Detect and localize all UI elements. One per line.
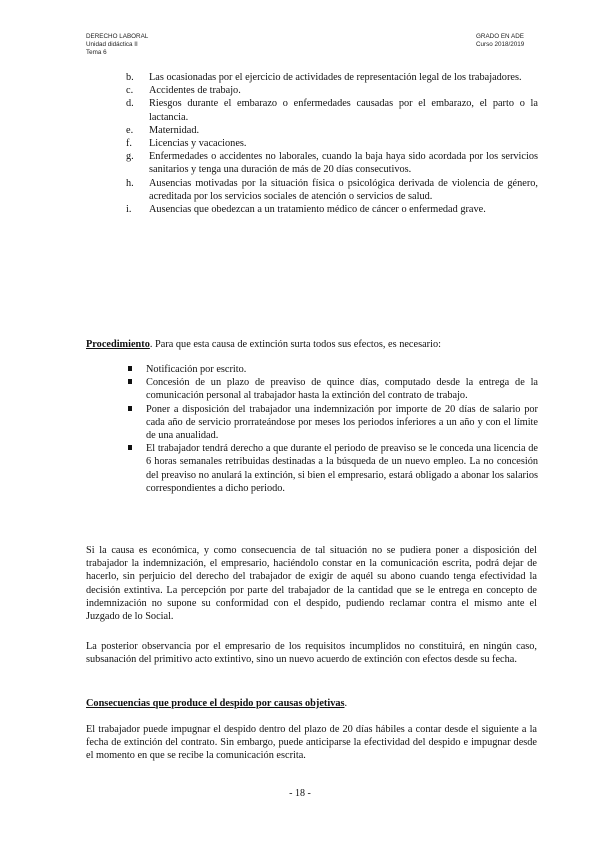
procedimiento-heading: Procedimiento	[86, 339, 150, 350]
list-item: g. Enfermedades o accidentes no laborales, cuando la baja haya sido acordada por los servicios sanitarios y tenga una duración de más de 20 días consecutivos.	[126, 151, 538, 176]
header-right	[476, 33, 524, 49]
bullet-icon	[128, 445, 132, 450]
header-course: Curso 2018/2019	[476, 40, 525, 48]
list-item: h. Ausencias motivadas por la situación física o psicológica derivada de violencia de género, acreditada por los servicios sociales de atención o servicios de salud.	[126, 177, 538, 202]
header-topic: Tema 6	[86, 48, 107, 56]
paragraph-impugnar: El trabajador puede impugnar el despido dentro del plazo de 20 días hábiles a contar desde el siguiente a la fecha de extinción del contrato. Sin embargo, puede anticiparse la efectividad del despido e impugnar desde el momento en que se recibe la comunicación escrita.	[86, 724, 537, 762]
header-degree: GRADO EN ADE	[476, 33, 524, 40]
header-subject: DERECHO LABORAL	[86, 33, 149, 40]
list-item: f. Licencias y vacaciones.	[126, 138, 247, 150]
consecuencias-heading: Consecuencias que produce el despido por causas objetivas	[86, 698, 345, 709]
list-item: e. Maternidad.	[126, 124, 200, 136]
absences-list	[126, 71, 538, 216]
bullet-icon	[128, 366, 132, 371]
list-item: c. Accidentes de trabajo.	[126, 85, 241, 97]
list-item: Concesión de un plazo de preaviso de quince días, computado desde la entrega de la comunicación personal al trabajador hasta la extinción del contrato de trabajo.	[146, 376, 538, 402]
bullet-icon	[128, 406, 132, 411]
paragraph-economica: Si la causa es económica, y como consecuencia de tal situación no se pudiera poner a disposición del trabajador la indemnización, el empresario, haciéndolo constar en la comunicación escrita, podrá dejar de hacerlo, sin perjuicio del derecho del trabajador de exigir de aquél su abono cuando tenga efectividad la decisión extintiva. La percepción por parte del trabajador de la cantidad que se le entrega en concepto de indemnización no supone su conformidad con el despido, pudiendo reclamar contra el mismo ante el Juzgado de lo Social.	[86, 545, 537, 623]
paragraph-observancia: La posterior observancia por el empresario de los requisitos incumplidos no constituirá, en ningún caso, subsanación del primitivo acto extintivo, sino un nuevo acuerdo de extinción con efectos desde su fecha.	[86, 641, 537, 666]
list-item: i. Ausencias que obedezcan a un tratamiento médico de cáncer o enfermedad grave.	[126, 204, 486, 216]
list-item: b. Las ocasionadas por el ejercicio de actividades de representación legal de los trabajadores.	[126, 72, 522, 83]
header-left	[86, 33, 148, 56]
requirements-list	[146, 363, 538, 495]
page-number: - 18 -	[289, 788, 311, 799]
list-item: Poner a disposición del trabajador una indemnización por importe de 20 días de salario por cada año de servicio prorrateándose por meses los periodos inferiores a un año y con el límite de una anualidad.	[146, 403, 538, 443]
list-item: El trabajador tendrá derecho a que durante el periodo de preaviso se le conceda una licencia de 6 horas semanales retribuidas destinadas a la búsqueda de un nuevo empleo. La no concesión del preaviso no anulará la extinción, si bien el empresario, estará obligado a abonar los salarios correspondientes a dicho periodo.	[146, 442, 538, 495]
consecuencias-paragraph: Consecuencias que produce el despido por causas objetivas.	[86, 698, 348, 709]
list-item: d. Riesgos durante el embarazo o enfermedades causadas por el embarazo, el parto o la lactancia.	[126, 98, 538, 123]
procedimiento-paragraph: Procedimiento. Para que esta causa de extinción surta todos sus efectos, es necesario:	[86, 339, 441, 350]
bullet-icon	[128, 379, 132, 384]
list-item: Notificación por escrito.	[146, 363, 538, 376]
header-unit: Unidad didáctica II	[86, 40, 138, 48]
